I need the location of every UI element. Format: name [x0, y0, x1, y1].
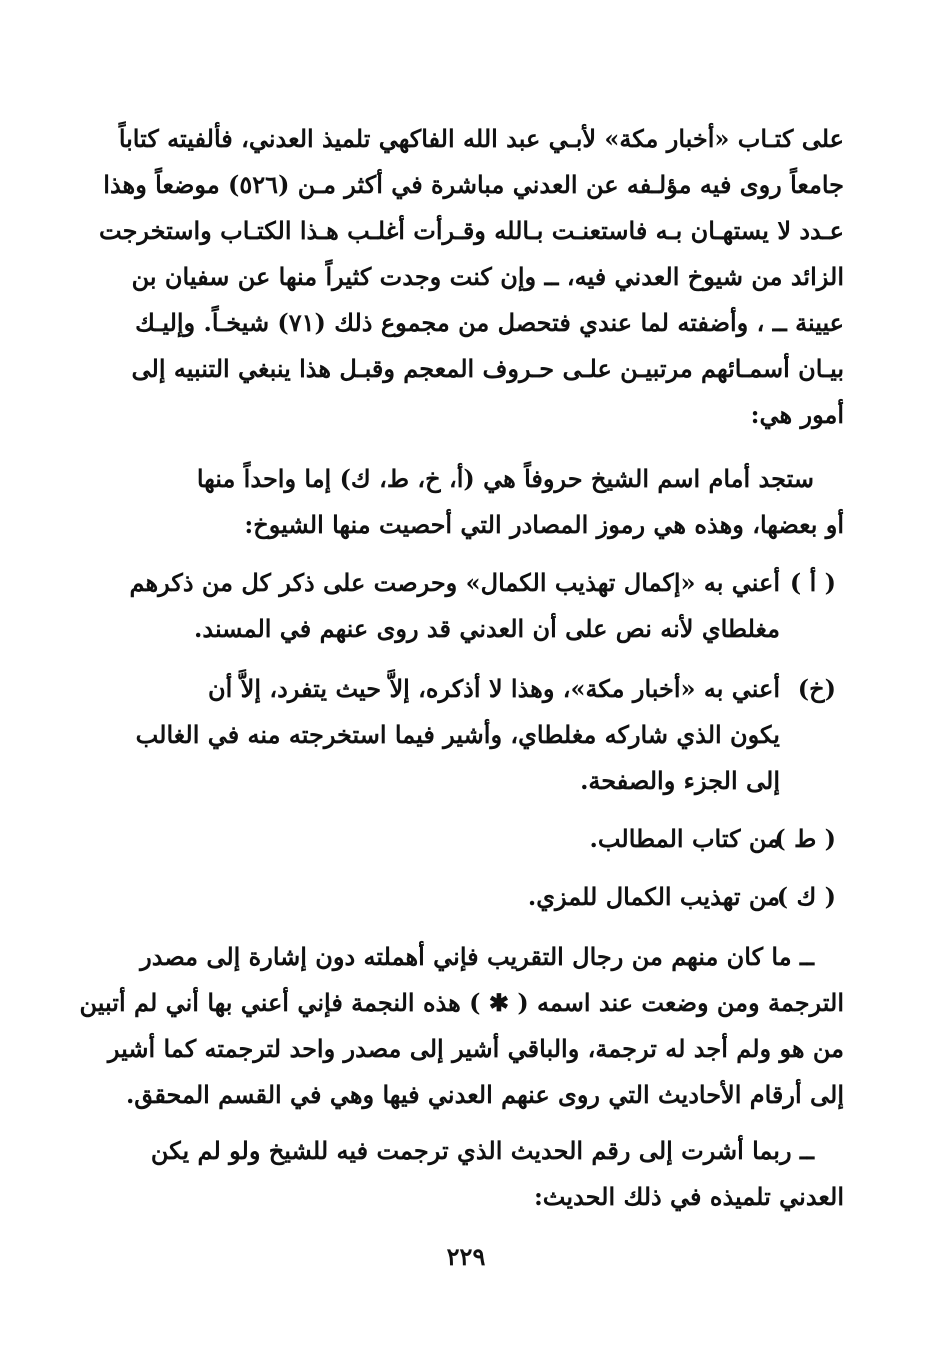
text-line: مغلطاي لأنه نص على أن العدني قد روى عنهم في المسند.	[193, 614, 780, 643]
text-line: من هو ولم أجد له ترجمة، والباقي أشير إلى مصدر واحد لترجمته كما أشير	[107, 1034, 844, 1063]
page-number: ٢٢٩	[446, 1242, 486, 1271]
text-line: إلى الجزء والصفحة.	[580, 766, 780, 795]
symbol-item-kaf	[118, 874, 844, 920]
text-line: الترجمة ومن وضعت عند اسمه ( ✱ ) هذه النجمة فإني أعني بها أني لم أتبين	[79, 988, 844, 1017]
text-line: جامعاً روى فيه مؤلـفه عن العدني مباشرة في أكثر مـن (٥٢٦) موضعاً وهذا	[103, 170, 844, 199]
text-line: عـدد لا يستهـان بـه فاستعنـت بـالله وقـرأت أغلـب هـذا الكتـاب واستخرجت	[99, 216, 844, 245]
text-line: الزائد من شيوخ العدني فيه، ــ وإن كنت وجدت كثيراً منها عن سفيان بن	[131, 262, 844, 291]
text-line: أعني به «أخبار مكة»، وهذا لا أذكره، إلاَّ حيث يتفرد، إلاَّ أن	[208, 674, 780, 703]
text-line: بيـان أسمـائهم مرتبيـن علـى حـروف المعجم وقبـل هذا ينبغي التنبيه إلى	[131, 354, 844, 383]
symbol-mark: (خ)	[797, 674, 836, 703]
text-line: ــ ربما أشرت إلى رقم الحديث الذي ترجمت فيه للشيخ ولو لم يكن	[150, 1136, 814, 1165]
symbol-mark: ( أ )	[789, 568, 836, 597]
text-line: ستجد أمام اسم الشيخ حروفاً هي (أ، خ، ط، ك) إما واحداً منها	[196, 464, 814, 493]
paragraph-intro	[99, 116, 844, 438]
text-line: إلى أرقام الأحاديث التي روى عنهم العدني فيها وهي في القسم المحقق.	[125, 1080, 844, 1109]
text-line: عيينة ــ ، وأضفته لما عندي فتحصل من مجموع ذلك (٧١) شيخـاً. وإليـك	[135, 308, 844, 337]
paragraph-taqrib-note	[79, 934, 844, 1118]
text-line: يكون الذي شاركه مغلطاي، وأشير فيما استخرجته منه في الغالب	[135, 720, 780, 749]
symbol-mark: ( ط )	[774, 824, 836, 853]
text-line: أمور هي:	[750, 400, 844, 429]
text-line: على كتـاب «أخبار مكة» لأبـي عبد الله الفاكهي تلميذ العدني، فألفيته كتاباً	[118, 124, 844, 153]
symbol-mark: ( ك )	[776, 882, 836, 911]
paragraph-symbols	[118, 456, 844, 548]
symbol-item-ta	[118, 816, 844, 862]
text-line: أعني به «إكمال تهذيب الكمال» وحرصت على ذكر كل من ذكرهم	[129, 568, 780, 597]
symbol-item-kha	[118, 666, 844, 804]
text-line: من تهذيب الكمال للمزي.	[527, 882, 780, 911]
text-line: ــ ما كان منهم من رجال التقريب فإني أهملته دون إشارة إلى مصدر	[140, 942, 814, 971]
text-line: العدني تلميذه في ذلك الحديث:	[533, 1182, 844, 1211]
symbol-item-alif	[118, 560, 844, 652]
text-line: أو بعضها، وهذه هي رموز المصادر التي أحصيت منها الشيوخ:	[244, 510, 844, 539]
text-line: من كتاب المطالب.	[589, 824, 780, 853]
paragraph-hadith-note	[118, 1128, 844, 1220]
